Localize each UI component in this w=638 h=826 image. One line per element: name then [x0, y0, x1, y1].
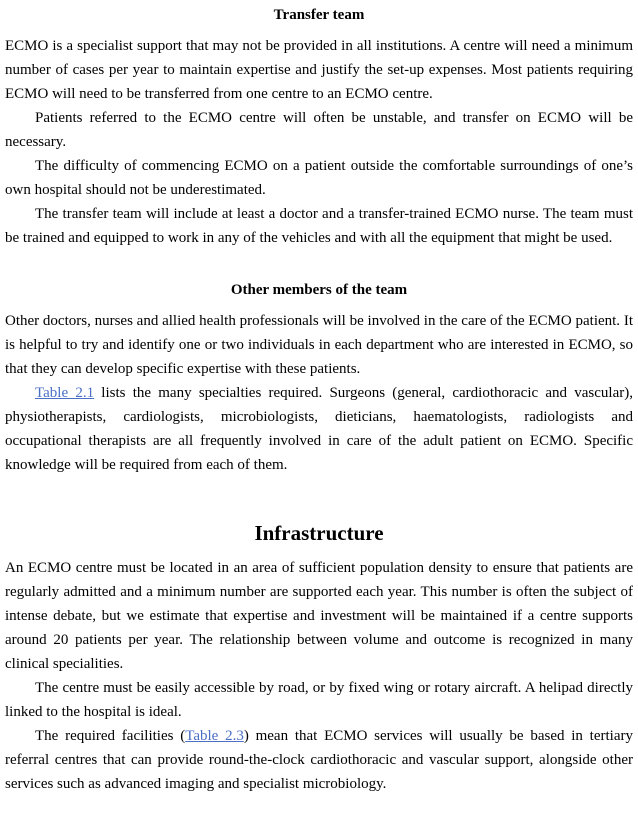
infrastructure-paragraph-2: The centre must be easily accessible by road, or by fixed wing or rotary aircraft. A helipad directly linked to the hospital is ideal. — [5, 680, 633, 720]
transfer-paragraph-4: The transfer team will include at least a doctor and a transfer-trained ECMO nurse. The team must be trained and equipped to work in any of the vehicles and with all the equipment that might be used. — [5, 206, 633, 246]
other-paragraph-2 — [5, 381, 633, 477]
infrastructure-heading: Infrastructure — [254, 521, 384, 545]
other-members-heading: Other members of the team — [230, 282, 408, 298]
transfer-paragraph-3: The difficulty of commencing ECMO on a patient outside the comfortable surroundings of one’s own hospital should not be underestimated. — [5, 158, 633, 198]
table-2-3-link[interactable]: Table 2.3 — [185, 728, 244, 744]
table-2-1-link[interactable]: Table 2.1 — [35, 385, 95, 401]
other-paragraph-2-text: lists the many specialties required. Surgeons (general, cardiothoracic and vascular), physiotherapists, cardiologists, microbiologists, dieticians, haematologists, radiologists and occupational therapists are all frequently involved in care of the adult patient on ECMO. Specific knowledge will be required from each of them. — [5, 385, 633, 473]
transfer-paragraph-1: ECMO is a specialist support that may not be provided in all institutions. A centre will need a minimum number of cases per year to maintain expertise and justify the set-up expenses. Most patients requiring ECMO will need to be transferred from one centre to an ECMO centre. — [5, 38, 633, 102]
infrastructure-paragraph-3 — [5, 724, 633, 796]
infrastructure-paragraph-3-pre: The required facilities ( — [35, 728, 186, 744]
transfer-paragraph-2: Patients referred to the ECMO centre will often be unstable, and transfer on ECMO will be necessary. — [5, 110, 633, 150]
infrastructure-paragraph-3-post: ) mean that ECMO services will usually be based in tertiary referral centres that can provide round-the-clock cardiothoracic and vascular support, alongside other services such as advanced imaging and specialist microbiology. — [5, 728, 633, 792]
transfer-team-heading: Transfer team — [273, 7, 365, 23]
infrastructure-paragraph-1: An ECMO centre must be located in an area of sufficient population density to ensure that patients are regularly admitted and a minimum number are supported each year. This number is often the subject of intense debate, but we estimate that expertise and investment will be maintained if a centre supports around 20 patients per year. The relationship between volume and outcome is recognized in many clinical specialities. — [5, 560, 633, 672]
document-page — [5, 0, 633, 796]
other-paragraph-1: Other doctors, nurses and allied health professionals will be involved in the care of the ECMO patient. It is helpful to try and identify one or two individuals in each department who are interested in ECMO, so that they can develop specific expertise with these patients. — [5, 313, 633, 377]
